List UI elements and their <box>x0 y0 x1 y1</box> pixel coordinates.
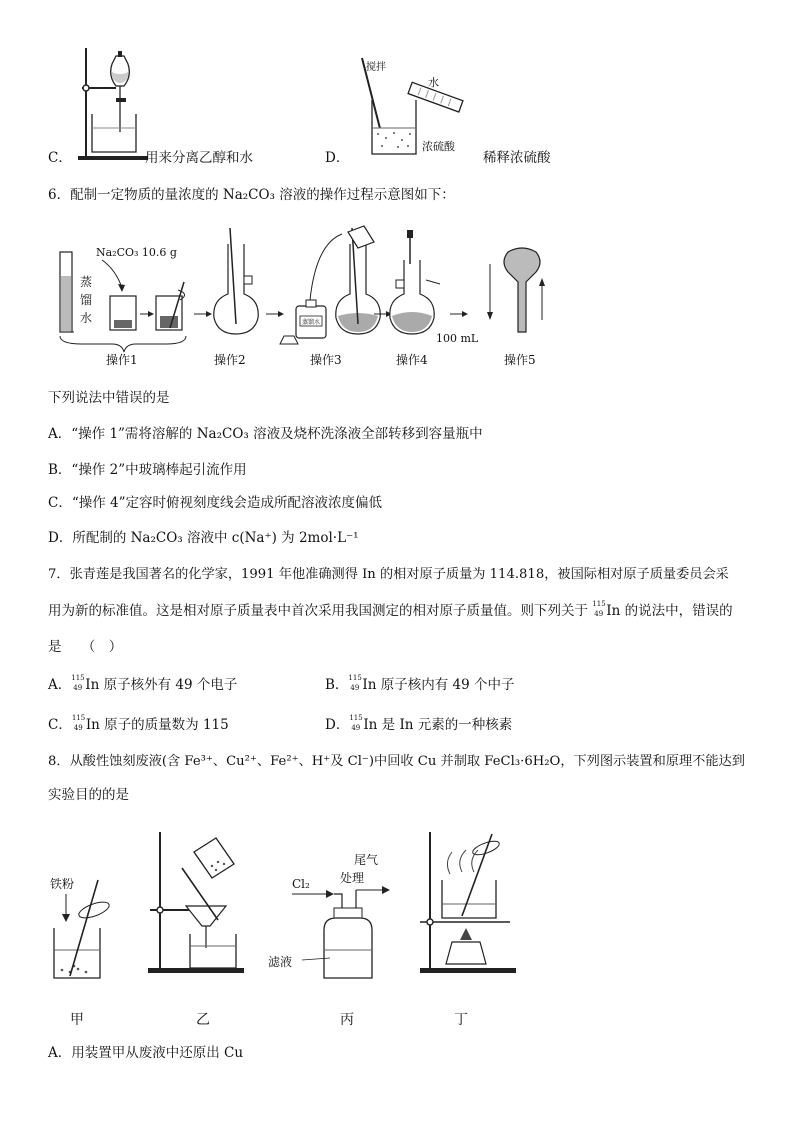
fig-tail-label-1: 尾气 <box>354 853 379 867</box>
fig-d-stir-label: 搅拌 <box>366 62 386 73</box>
q6-question: 下列说法中错误的是 <box>48 390 170 406</box>
q6-stem: 6．配制一定物质的量浓度的 Na₂CO₃ 溶液的操作过程示意图如下： <box>48 187 455 203</box>
op4-label: 操作4 <box>396 353 428 367</box>
q7-line-2 <box>48 602 733 620</box>
fig-water-char-3: 水 <box>80 311 93 325</box>
q6-option-a: A．“操作 1”需将溶解的 Na₂CO₃ 溶液及烧杯洗涤液全部转移到容量瓶中 <box>48 426 483 442</box>
fig-iron-label: 铁粉 <box>50 877 75 891</box>
q7-line-1: 7．张青莲是我国著名的化学家，1991 年他准确测得 In 的相对原子质量为 114.818，被国际相对原子质量委员会采 <box>48 567 729 582</box>
op3-label: 操作3 <box>310 353 342 367</box>
fig-filtrate-label: 滤液 <box>268 955 293 969</box>
q6-option-c: C．“操作 4”定容时俯视刻度线会造成所配溶液浓度偏低 <box>48 495 383 511</box>
q8-apparatus-figure <box>40 818 540 1032</box>
fig-d-water-label: 水 <box>428 76 439 89</box>
q7-option-c: C． 115 49 In 原子的质量数为 115 <box>48 714 229 733</box>
q7-line-3: 是 （ ） <box>48 639 123 655</box>
q7-option-b: B． 115 49 In 原子核内有 49 个中子 <box>325 674 515 693</box>
q7-line-2b: In 的说法中，错误的 <box>606 603 733 619</box>
q7-nuclide-symbol: 115 49 <box>592 600 606 618</box>
fig-cl2-label: Cl₂ <box>292 877 310 891</box>
q5-option-d-text: 稀释浓硫酸 <box>483 150 551 166</box>
q7-line-2a: 用为新的标准值。这是相对原子质量表中首次采用我国测定的相对原子质量值。则下列关于 <box>48 603 588 619</box>
fig-100ml-label: 100 mL <box>436 332 479 345</box>
label-jia: 甲 <box>70 1012 84 1028</box>
q8-option-a: A．用装置甲从废液中还原出 Cu <box>48 1045 244 1061</box>
q7-option-d: D． 115 49 In 是 In 元素的一种核素 <box>325 714 513 733</box>
q5-option-d-label: D． <box>325 150 350 166</box>
label-yi: 乙 <box>196 1012 210 1028</box>
fig-water-char-2: 馏 <box>80 293 93 307</box>
q6-option-d: D．所配制的 Na₂CO₃ 溶液中 c(Na⁺) 为 2mol·L⁻¹ <box>48 530 359 546</box>
q6-option-b: B．“操作 2”中玻璃棒起引流作用 <box>48 462 247 478</box>
label-ding: 丁 <box>454 1012 468 1028</box>
fig-na2co3-label: Na₂CO₃ 10.6 g <box>96 246 177 259</box>
fig-water-char-1: 蒸 <box>80 275 93 289</box>
q5-option-c-text: 用来分离乙醇和水 <box>145 150 253 166</box>
label-bing: 丙 <box>340 1012 354 1028</box>
q6-procedure-figure <box>52 224 562 370</box>
fig-d-acid-label: 浓硫酸 <box>422 140 455 153</box>
q7-option-a: A． 115 49 In 原子核外有 49 个电子 <box>48 674 238 693</box>
q5-figure-d-dilution <box>352 54 472 158</box>
fig-tail-label-2: 处理 <box>340 871 365 885</box>
q5-option-c-label: C． <box>48 150 72 166</box>
q8-line-2: 实验目的的是 <box>48 787 129 803</box>
op5-label: 操作5 <box>504 353 536 367</box>
op2-label: 操作2 <box>214 353 246 367</box>
q5-figure-c-separatory-setup <box>72 42 152 164</box>
op1-label: 操作1 <box>106 353 138 367</box>
fig-bottle-label: 蒸馏水 <box>302 319 321 326</box>
q8-line-1: 8．从酸性蚀刻废液(含 Fe³⁺、Cu²⁺、Fe²⁺、H⁺及 Cl⁻)中回收 Cu 并制取 FeCl₃·6H₂O，下列图示装置和原理不能达到 <box>48 754 745 769</box>
